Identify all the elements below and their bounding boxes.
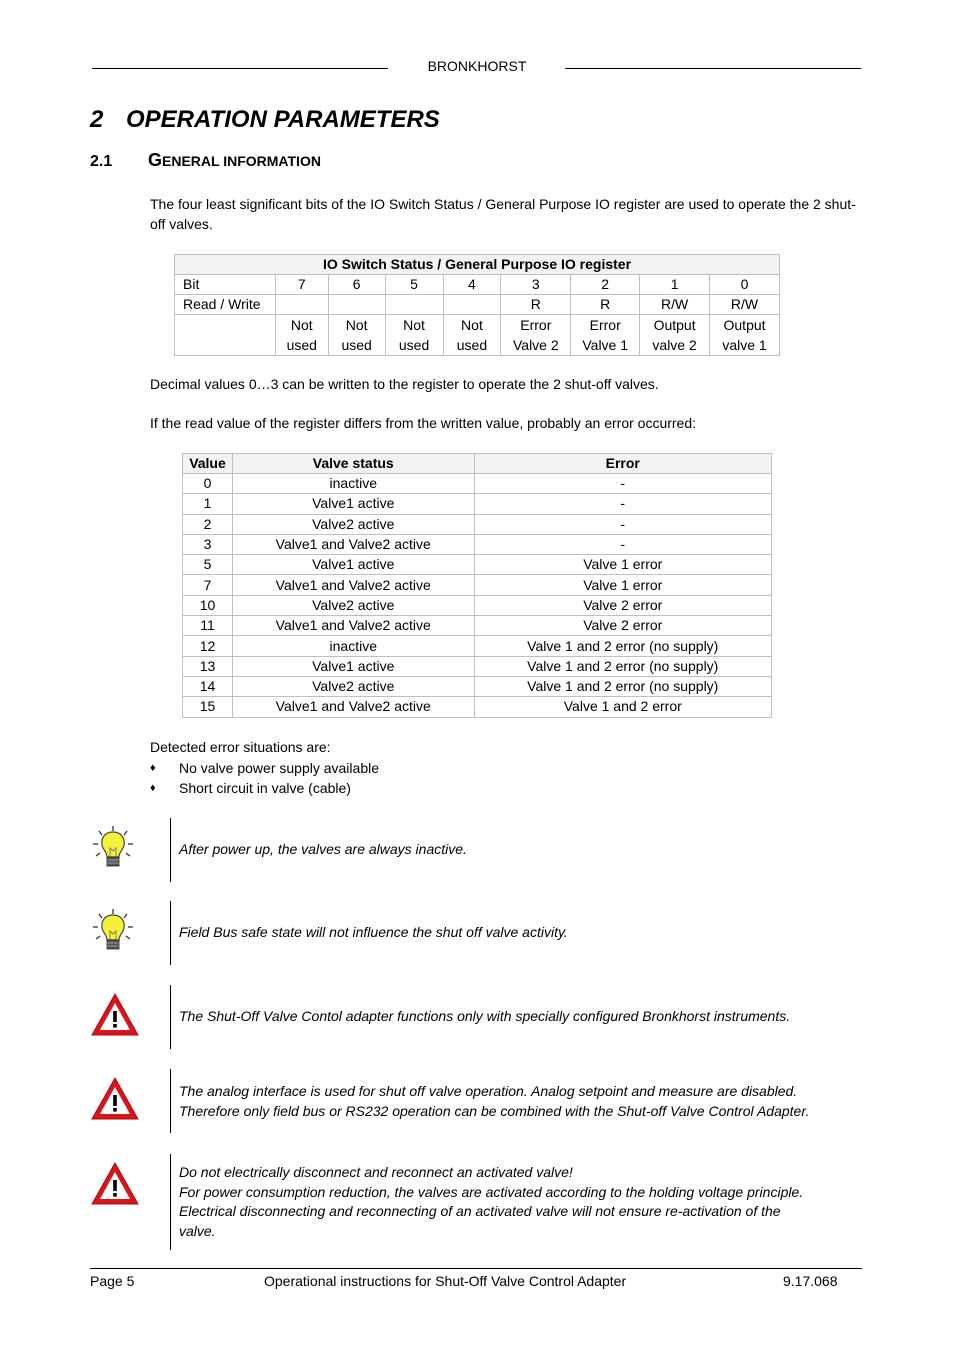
section-heading	[90, 150, 321, 171]
error-cell: -	[474, 514, 771, 534]
io-desc-cell: Not used	[385, 315, 443, 356]
io-desc-cell: Output valve 2	[640, 315, 710, 356]
value-cell: 11	[183, 616, 233, 636]
valve-status-cell: inactive	[232, 474, 474, 494]
value-column-header: Value	[183, 454, 233, 474]
lightbulb-icon	[90, 907, 136, 953]
table-row	[183, 534, 772, 554]
chapter-title: OPERATION PARAMETERS	[126, 106, 440, 133]
intro-paragraph: The four least significant bits of the IO Switch Status / General Purpose IO register are used to operate the 2 shut-off valves.	[150, 196, 856, 232]
io-bit-cell: 2	[571, 275, 640, 295]
note-divider	[170, 985, 171, 1049]
error-cell: Valve 1 error	[474, 575, 771, 595]
io-rw-cell	[443, 295, 501, 315]
io-rw-cell	[328, 295, 385, 315]
io-desc-cell: Not used	[328, 315, 385, 356]
error-cell: -	[474, 474, 771, 494]
io-bit-cell: 6	[328, 275, 385, 295]
valve-status-cell: Valve1 active	[232, 555, 474, 575]
error-cell: -	[474, 494, 771, 514]
io-bit-cell: 3	[501, 275, 571, 295]
io-desc-cell: Output valve 1	[710, 315, 780, 356]
note-divider	[170, 1069, 171, 1133]
valve-status-cell: Valve2 active	[232, 595, 474, 615]
io-rw-label: Read / Write	[175, 295, 276, 315]
io-rw-cell: R	[501, 295, 571, 315]
io-register-table	[174, 254, 780, 356]
error-column-header: Error	[474, 454, 771, 474]
footer-page-number: Page 5	[90, 1273, 135, 1289]
value-cell: 2	[183, 514, 233, 534]
table-row	[183, 656, 772, 676]
section-title-rest: ENERAL INFORMATION	[162, 153, 321, 169]
io-rw-cell: R/W	[640, 295, 710, 315]
header-rule-right	[565, 68, 861, 69]
valve-status-cell: inactive	[232, 636, 474, 656]
note-warning	[90, 985, 870, 1049]
lightbulb-icon	[90, 824, 136, 870]
value-cell: 14	[183, 676, 233, 696]
value-cell: 15	[183, 697, 233, 717]
note-divider	[170, 818, 171, 882]
io-desc-cell: Not used	[275, 315, 328, 356]
note-text: The Shut-Off Valve Contol adapter functions only with specially configured Bronkhorst instruments.	[179, 1008, 791, 1024]
error-cell: Valve 2 error	[474, 616, 771, 636]
error-bullet-list	[150, 758, 379, 798]
warning-icon	[90, 992, 140, 1038]
io-desc-cell: Error Valve 1	[571, 315, 640, 356]
note-text: After power up, the valves are always inactive.	[179, 841, 467, 857]
value-cell: 3	[183, 534, 233, 554]
table-row	[183, 616, 772, 636]
diamond-bullet-icon: ♦	[150, 762, 156, 774]
note-tip	[90, 901, 870, 965]
note-divider	[170, 1154, 171, 1250]
valve-status-cell: Valve2 active	[232, 514, 474, 534]
table-row	[183, 494, 772, 514]
status-column-header: Valve status	[232, 454, 474, 474]
io-table-bit-row	[175, 275, 780, 295]
io-desc-empty	[175, 315, 276, 356]
note-warning	[90, 1069, 870, 1133]
io-table-title: IO Switch Status / General Purpose IO register	[175, 255, 780, 275]
value-cell: 7	[183, 575, 233, 595]
note-warning	[90, 1154, 870, 1250]
io-desc-cell: Error Valve 2	[501, 315, 571, 356]
io-bit-cell: 4	[443, 275, 501, 295]
error-cell: Valve 1 error	[474, 555, 771, 575]
error-cell: Valve 1 and 2 error	[474, 697, 771, 717]
chapter-heading	[90, 106, 440, 134]
header-company: BRONKHORST	[427, 58, 527, 74]
table-row	[183, 514, 772, 534]
io-rw-cell	[275, 295, 328, 315]
list-item	[150, 778, 379, 798]
io-desc-cell: Not used	[443, 315, 501, 356]
value-cell: 5	[183, 555, 233, 575]
warning-icon	[90, 1076, 140, 1122]
table-row	[183, 575, 772, 595]
warning-icon	[90, 1161, 140, 1207]
list-item	[150, 758, 379, 778]
errors-intro: Detected error situations are:	[150, 739, 331, 755]
valve-status-cell: Valve1 and Valve2 active	[232, 575, 474, 595]
table-row	[183, 636, 772, 656]
footer-rule	[90, 1268, 862, 1269]
chapter-number: 2	[90, 106, 104, 133]
error-cell: Valve 1 and 2 error (no supply)	[474, 636, 771, 656]
valve-status-cell: Valve1 and Valve2 active	[232, 616, 474, 636]
value-cell: 0	[183, 474, 233, 494]
io-table-desc-row	[175, 315, 780, 356]
io-bit-cell: 7	[275, 275, 328, 295]
valve-status-cell: Valve1 and Valve2 active	[232, 697, 474, 717]
error-cell: Valve 1 and 2 error (no supply)	[474, 656, 771, 676]
value-cell: 12	[183, 636, 233, 656]
value-cell: 13	[183, 656, 233, 676]
error-cell: -	[474, 534, 771, 554]
diamond-bullet-icon: ♦	[150, 782, 156, 794]
table-row	[183, 676, 772, 696]
footer-document-title: Operational instructions for Shut-Off Valve Control Adapter	[264, 1273, 627, 1289]
note-tip	[90, 818, 870, 882]
table-row	[183, 697, 772, 717]
error-cell: Valve 1 and 2 error (no supply)	[474, 676, 771, 696]
error-cell: Valve 2 error	[474, 595, 771, 615]
io-bit-cell: 0	[710, 275, 780, 295]
valve-status-table	[182, 453, 772, 718]
table-row	[183, 474, 772, 494]
footer-document-number: 9.17.068	[783, 1273, 838, 1289]
io-bit-label: Bit	[175, 275, 276, 295]
note-text: The analog interface is used for shut off valve operation. Analog setpoint and measure are disabled. Therefore only field bus or RS232 operation can be combined with the Shut-off Valve Control Adapter.	[179, 1083, 810, 1119]
value-cell: 10	[183, 595, 233, 615]
section-number: 2.1	[90, 153, 113, 170]
bullet-text: No valve power supply available	[179, 760, 379, 776]
valve-status-cell: Valve1 active	[232, 494, 474, 514]
note-text: Field Bus safe state will not influence the shut off valve activity.	[179, 924, 568, 940]
io-bit-cell: 1	[640, 275, 710, 295]
valve-status-cell: Valve1 and Valve2 active	[232, 534, 474, 554]
value-cell: 1	[183, 494, 233, 514]
io-rw-cell: R	[571, 295, 640, 315]
io-rw-cell: R/W	[710, 295, 780, 315]
io-table-rw-row	[175, 295, 780, 315]
decimal-values-paragraph: Decimal values 0…3 can be written to the register to operate the 2 shut-off valves.	[150, 376, 659, 392]
note-text: Do not electrically disconnect and reconnect an activated valve! For power consumption reduction, the valves are activated according to the holding voltage principle. Electrical disconnecting and reconnecting of an activated valve will not ensure re-activation of the valve.	[179, 1164, 804, 1239]
read-value-paragraph: If the read value of the register differs from the written value, probably an error occurred:	[150, 415, 697, 431]
valve-status-cell: Valve1 active	[232, 656, 474, 676]
bullet-text: Short circuit in valve (cable)	[179, 780, 351, 796]
table-row	[183, 555, 772, 575]
valve-status-cell: Valve2 active	[232, 676, 474, 696]
io-rw-cell	[385, 295, 443, 315]
note-divider	[170, 901, 171, 965]
table-row	[183, 595, 772, 615]
io-bit-cell: 5	[385, 275, 443, 295]
section-title-initial: G	[148, 150, 163, 170]
